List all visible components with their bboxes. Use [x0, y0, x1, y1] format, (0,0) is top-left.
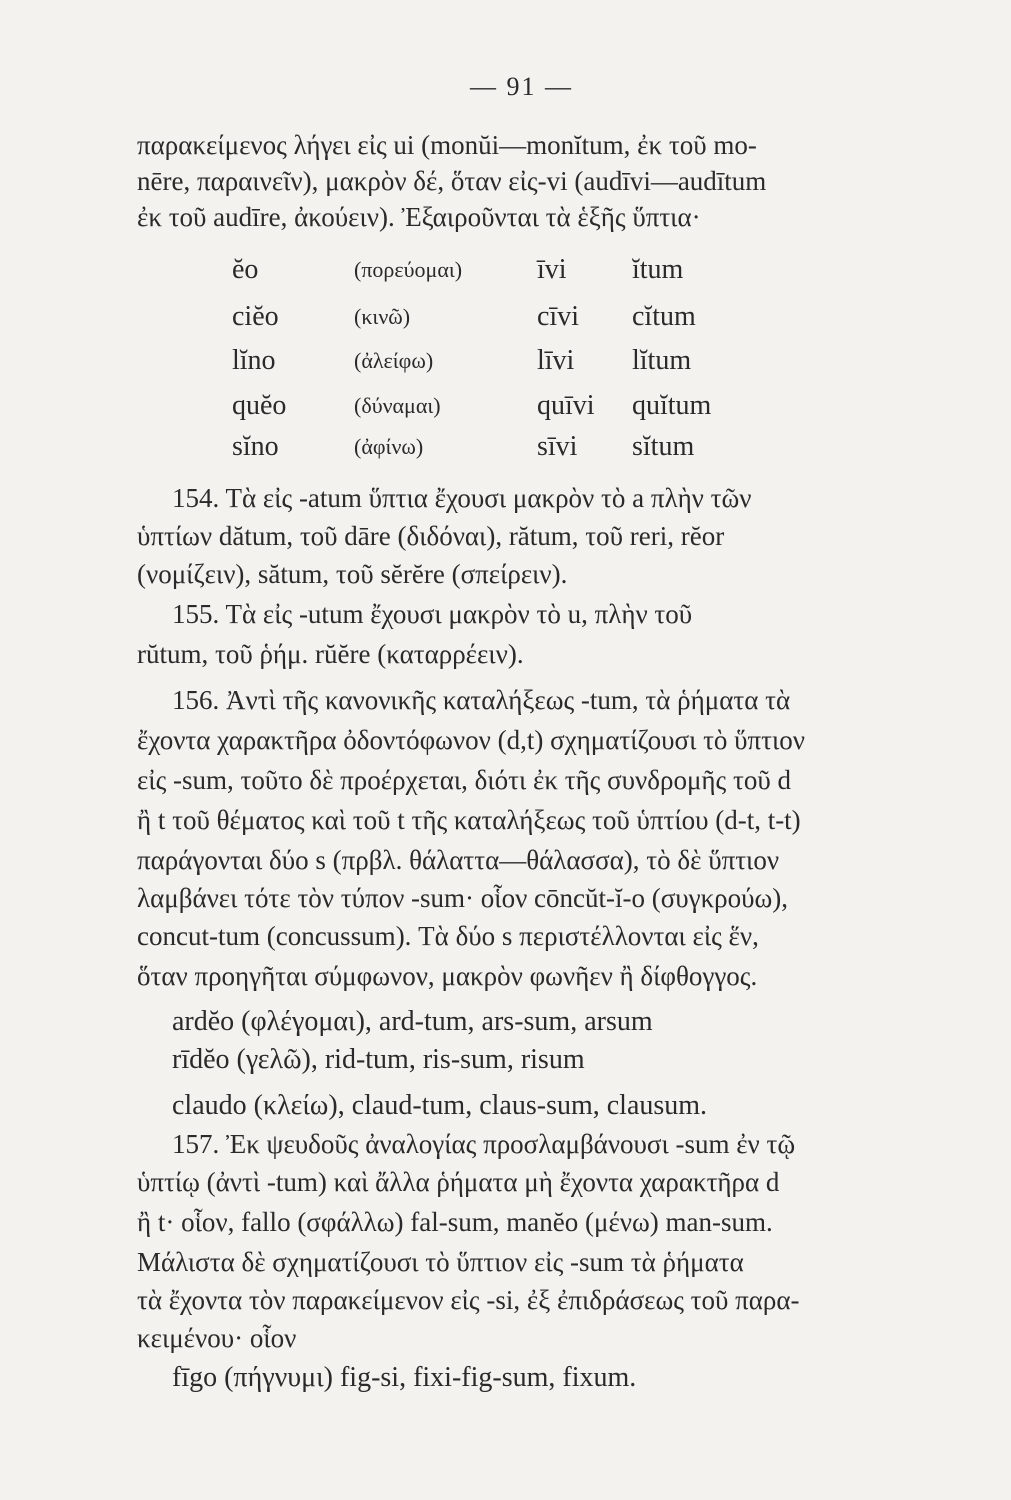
paragraph-157-line: κειμένου· οἷον [137, 1323, 297, 1353]
verb-perfect: īvi [537, 254, 567, 285]
verb-supine: cĭtum [632, 301, 696, 332]
paragraph-154-line: (νομίζειν), sătum, τοῦ sĕrĕre (σπείρειν). [137, 559, 568, 589]
verb-supine: sĭtum [632, 431, 695, 462]
verb-perfect: līvi [537, 345, 575, 376]
paragraph-155-line: 155. Τὰ εἰς -utum ἔχουσι μακρὸν τὸ u, πλὴν τοῦ [172, 599, 693, 629]
page-number: — 91 — [470, 72, 573, 101]
example-line: claudo (κλείω), claud-tum, claus-sum, clausum. [172, 1090, 708, 1121]
verb-meaning: (ἀφίνω) [354, 434, 424, 459]
verb-present: lĭno [232, 345, 276, 376]
verb-present: ciĕo [232, 301, 279, 332]
verb-meaning: (ἀλείφω) [354, 348, 434, 373]
paragraph-156-line: 156. Ἀντὶ τῆς κανονικῆς καταλήξεως -tum, τὰ ῥήματα τὰ [172, 685, 791, 715]
paragraph-156-line: εἰς -sum, τοῦτο δὲ προέρχεται, διότι ἐκ τῆς συνδρομῆς τοῦ d [137, 765, 791, 795]
verb-present: quĕo [232, 390, 287, 421]
paragraph-154-line: 154. Τὰ εἰς -atum ὕπτια ἔχουσι μακρὸν τὸ a πλὴν τῶν [172, 483, 752, 513]
paragraph-156-line: concut-tum (concussum). Τὰ δύο s περιστέλλονται εἰς ἕν, [137, 921, 759, 951]
verb-supine: lĭtum [632, 345, 692, 376]
paragraph-157-line: ἢ t· οἷον, fallo (σφάλλω) fal-sum, manĕo (μένω) man-sum. [137, 1207, 773, 1237]
example-line: rīdĕo (γελῶ), rid-tum, ris-sum, risum [172, 1044, 585, 1075]
example-line: fīgo (πήγνυμι) fig-si, fixi-fig-sum, fixum. [172, 1362, 637, 1393]
verb-meaning: (δύναμαι) [354, 393, 441, 418]
verb-perfect: quīvi [537, 390, 595, 421]
paragraph-157-line: ὑπτίῳ (ἀντὶ -tum) καὶ ἄλλα ῥήματα μὴ ἔχοντα χαρακτῆρα d [137, 1167, 780, 1197]
verb-present: ĕo [232, 254, 259, 285]
paragraph-156-line: ὅταν προηγῆται σύμφωνον, μακρὸν φωνῆεν ἢ δίφθογγος. [137, 961, 758, 991]
paragraph-156-line: ἔχοντα χαρακτῆρα ὀδοντόφωνον (d,t) σχηματίζουσι τὸ ὕπτιον [137, 725, 805, 755]
paragraph-157-line: 157. Ἐκ ψευδοῦς ἀναλογίας προσλαμβάνουσι -sum ἐν τῷ [172, 1129, 796, 1159]
verb-perfect: cīvi [537, 301, 579, 332]
paragraph-154-line: ὑπτίων dătum, τοῦ dāre (διδόναι), rătum, τοῦ reri, rĕor [137, 521, 725, 551]
verb-perfect: sīvi [537, 431, 578, 462]
paragraph-155-line: rŭtum, τοῦ ῥήμ. rŭĕre (καταρρέειν). [137, 639, 524, 669]
verb-present: sĭno [232, 431, 279, 462]
verb-meaning: (κινῶ) [354, 304, 411, 329]
paragraph-156-line: λαμβάνει τότε τὸν τύπον -sum· οἷον cōncŭt-ĭ-o (συγκρούω), [137, 883, 789, 913]
paragraph-156-line: ἢ t τοῦ θέματος καὶ τοῦ t τῆς καταλήξεως τοῦ ὑπτίου (d-t, t-t) [137, 805, 801, 835]
verb-supine: ĭtum [632, 254, 684, 285]
text-line: nēre, παραινεῖν), μακρὸν δέ, ὅταν εἰς-vi (audīvi—audītum [137, 166, 767, 196]
paragraph-157-line: τὰ ἔχοντα τὸν παρακείμενον εἰς -si, ἐξ ἐπιδράσεως τοῦ παρα- [137, 1285, 800, 1315]
verb-meaning: (πορεύομαι) [354, 257, 463, 282]
text-line: ἐκ τοῦ audīre, ἀκούειν). Ἐξαιροῦνται τὰ ἑξῆς ὕπτια· [137, 202, 701, 232]
text-line: παρακείμενος λήγει εἰς ui (monŭi—monĭtum, ἐκ τοῦ mo- [137, 130, 757, 160]
verb-supine: quĭtum [632, 390, 712, 421]
example-line: ardĕo (φλέγομαι), ard-tum, ars-sum, arsum [172, 1006, 653, 1037]
paragraph-157-line: Μάλιστα δὲ σχηματίζουσι τὸ ὕπτιον εἰς -sum τὰ ῥήματα [137, 1247, 744, 1277]
paragraph-156-line: παράγονται δύο s (πρβλ. θάλαττα—θάλασσα), τὸ δὲ ὕπτιον [137, 845, 780, 875]
